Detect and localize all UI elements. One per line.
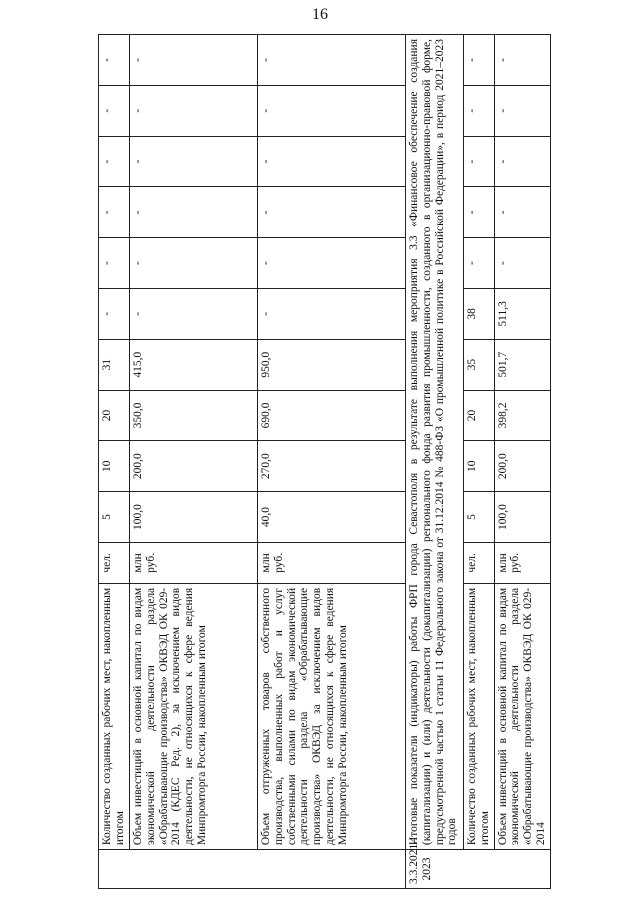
table-row	[257, 35, 405, 889]
value-cell: 950,0	[257, 339, 405, 390]
value-cell: 501,7	[494, 339, 551, 390]
value-cell: 200,0	[494, 441, 551, 492]
value-cell: 200,0	[129, 441, 257, 492]
value-cell: 690,0	[257, 390, 405, 441]
value-cell: -	[463, 85, 494, 136]
value-cell: -	[463, 238, 494, 289]
value-cell: -	[494, 187, 551, 238]
value-cell: 100,0	[129, 492, 257, 543]
value-cell: -	[463, 136, 494, 187]
value-cell: 5	[463, 492, 494, 543]
value-cell: 398,2	[494, 390, 551, 441]
value-cell: -	[129, 85, 257, 136]
value-cell: -	[129, 187, 257, 238]
unit-cell: чел.	[99, 542, 130, 583]
indicators-table	[98, 34, 551, 889]
value-cell: -	[99, 288, 130, 339]
unit-cell: млн руб.	[257, 542, 405, 583]
value-cell: -	[129, 238, 257, 289]
section-code: 3.3.2021–2023	[405, 850, 550, 889]
page-number: 16	[312, 6, 328, 23]
value-cell: -	[99, 187, 130, 238]
value-cell: 270,0	[257, 441, 405, 492]
value-cell: 20	[463, 390, 494, 441]
value-cell: -	[463, 187, 494, 238]
table-row	[99, 35, 130, 889]
value-cell: 35	[463, 339, 494, 390]
table-row	[129, 35, 257, 889]
indicator-name: Объем инвестиций в основной капитал по видам экономической деятельности раздела «Обрабатывающие производства» ОКВЭД ОК 029-2014 (КДЕС Ред. 2), за исключением видов деятельности, не относящихся к сфере ведения Минпромторга России, накопленным итогом	[129, 583, 257, 849]
indicator-name: Объем инвестиций в основной капитал по видам экономической деятельности раздела «Обрабатывающие производства» ОКВЭД ОК 029-2014	[494, 583, 551, 849]
section-title: Итоговые показатели (индикаторы) работы ФРП города Севастополя в результате выполнения мероприятия 3.3 «Финансовое обеспечение создания (капитализации) и (или) деятельности (докапитализации) регионального фонда развития промышленности, созданного в организационно-правовой форме, предусмотренной частью 1 статьи 11 Федерального закона от 31.12.2014 № 488-ФЗ «О промышленной политике в Российской Федерации», в период 2021–2023 годов	[405, 35, 463, 850]
value-cell: -	[129, 136, 257, 187]
value-cell: 5	[99, 492, 130, 543]
section-row	[405, 35, 463, 889]
value-cell: -	[257, 35, 405, 86]
indicator-name: Количество созданных рабочих мест, накопленным итогом	[463, 583, 494, 849]
value-cell: -	[99, 35, 130, 86]
value-cell: -	[99, 136, 130, 187]
indicator-name: Объем отгруженных товаров собственного производства, выполненных работ и услуг собственными силами по видам экономической деятельности раздела «Обрабатывающие производства» ОКВЭД за исключением видов деятельности, не относящихся к сфере ведения Минпромторга России, накопленным итогом	[257, 583, 405, 849]
value-cell: 511,3	[494, 288, 551, 339]
value-cell: -	[257, 288, 405, 339]
value-cell: -	[494, 238, 551, 289]
value-cell: -	[129, 35, 257, 86]
value-cell: -	[494, 85, 551, 136]
value-cell: 10	[463, 441, 494, 492]
value-cell: -	[257, 136, 405, 187]
value-cell: -	[494, 136, 551, 187]
value-cell: -	[494, 35, 551, 86]
value-cell: -	[99, 85, 130, 136]
unit-cell: млн руб.	[129, 542, 257, 583]
value-cell: 10	[99, 441, 130, 492]
indicator-name: Количество созданных рабочих мест, накопленным итогом	[99, 583, 130, 849]
value-cell: -	[257, 187, 405, 238]
value-cell: 40,0	[257, 492, 405, 543]
section-cell-empty	[99, 850, 406, 889]
value-cell: -	[257, 85, 405, 136]
unit-cell: чел.	[463, 542, 494, 583]
value-cell: -	[129, 288, 257, 339]
value-cell: 31	[99, 339, 130, 390]
unit-cell: млн руб.	[494, 542, 551, 583]
table-row	[463, 35, 494, 889]
value-cell: -	[99, 238, 130, 289]
value-cell: 20	[99, 390, 130, 441]
rotated-table-area	[98, 34, 548, 889]
value-cell: 350,0	[129, 390, 257, 441]
value-cell: 100,0	[494, 492, 551, 543]
value-cell: -	[463, 35, 494, 86]
table-row	[494, 35, 551, 889]
value-cell: 38	[463, 288, 494, 339]
value-cell: -	[257, 238, 405, 289]
value-cell: 415,0	[129, 339, 257, 390]
